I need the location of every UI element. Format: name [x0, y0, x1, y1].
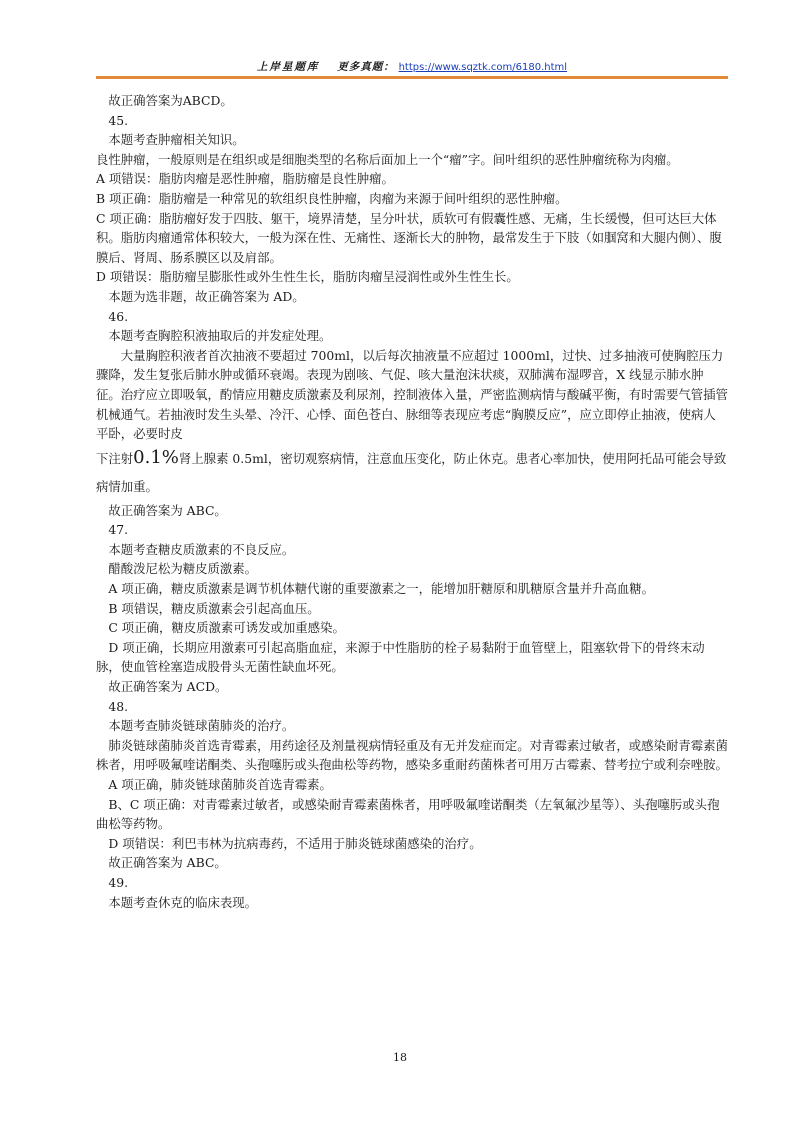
paragraph: B 项正确：脂肪瘤是一种常见的软组织良性肿瘤，肉瘤为来源于间叶组织的恶性肿瘤。: [96, 190, 568, 206]
source-link[interactable]: https://www.sqztk.com/6180.html: [398, 62, 568, 73]
paragraph: 故正确答案为 ABC。: [108, 502, 227, 518]
paragraph: A 项错误：脂肪肉瘤是恶性肿瘤，脂肪瘤是良性肿瘤。: [96, 171, 394, 187]
page-header: [96, 58, 728, 76]
text-run: 下注射: [96, 450, 134, 466]
question-number: 48.: [108, 698, 129, 714]
paragraph: 良性肿瘤，一般原则是在组织或是细胞类型的名称后面加上一个“瘤”字。间叶组织的恶性肿瘤统称为肉瘤。: [96, 151, 679, 167]
paragraph: B、C 项正确：对青霉素过敏者，或感染耐青霉素菌株者，用呼吸氟喹诺酮类（左氧氟沙星等）、头孢噻肟或头孢曲松等药物。: [96, 796, 720, 832]
paragraph: A 项正确，肺炎链球菌肺炎首选青霉素。: [108, 777, 332, 792]
paragraph: 本题考查胸腔积液抽取后的并发症处理。: [108, 328, 332, 344]
paragraph: 肺炎链球菌肺炎首选青霉素，用药途径及剂量视病情轻重及有无并发症而定。对青霉素过敏者，或感染耐青霉素菌株者，用呼吸氟喹诺酮类、头孢噻肟或头孢曲松等药物，感染多重耐药菌株者可用万古霉素、替考拉宁或利奈唑胺。: [96, 737, 728, 773]
paragraph: 醋酸泼尼松为糖皮质激素。: [108, 561, 258, 577]
page-number: 18: [393, 1051, 407, 1064]
paragraph: 本题为选非题，故正确答案为 AD。: [108, 288, 305, 304]
paragraph: D 项错误：利巴韦林为抗病毒药，不适用于肺炎链球菌感染的治疗。: [108, 835, 482, 851]
paragraph: D 项错误：脂肪瘤呈膨胀性或外生性生长，脂肪肉瘤呈浸润性或外生性生长。: [96, 269, 519, 285]
paragraph: C 项正确：脂肪瘤好发于四肢、躯干，境界清楚，呈分叶状，质软可有假囊性感、无痛，生长缓慢，但可达巨大体积。脂肪肉瘤通常体积较大，一般为深在性、无痛性、逐渐长大的肿物，最常发生于下肢（如腘窝和大腿内侧）、腹膜后、肾周、肠系膜区以及肩部。: [96, 210, 722, 265]
paragraph: 故正确答案为 ACD。: [108, 679, 228, 695]
page-content: [96, 91, 728, 912]
paragraph: 本题考查肿瘤相关知识。: [108, 132, 245, 148]
paragraph: A 项正确，糖皮质激素是调节机体糖代谢的重要激素之一，能增加肝糖原和肌糖原含量并升高血糖。: [108, 581, 655, 597]
paragraph: 本题考查肺炎链球菌肺炎的治疗。: [108, 718, 295, 734]
paragraph-with-dose: [96, 444, 728, 501]
paragraph: B 项错误，糖皮质激素会引起高血压。: [108, 600, 320, 616]
more-questions-label: 更多真题：: [337, 61, 395, 73]
site-name: 上岸星题库: [256, 61, 320, 73]
question-number: 46.: [108, 308, 129, 324]
question-number: 45.: [108, 112, 129, 128]
header-divider: [96, 76, 728, 79]
text-run: 肾上腺素 0.5ml，密切观察病情，注意血压变化，防止休克。患者心率加快，使用阿托品可能会导致病情加重。: [96, 450, 727, 494]
question-number: 49.: [108, 874, 129, 890]
paragraph: D 项正确，长期应用激素可引起高脂血症，来源于中性脂肪的栓子易黏附于血管壁上，阻塞软骨下的骨终末动脉，使血管栓塞造成股骨头无菌性缺血坏死。: [96, 639, 705, 675]
paragraph: 本题考查休克的临床表现。: [108, 894, 258, 910]
paragraph: C 项正确，糖皮质激素可诱发或加重感染。: [108, 620, 345, 636]
paragraph: 大量胸腔积液者首次抽液不要超过 700ml，以后每次抽液量不应超过 1000ml，过快、过多抽液可使胸腔压力骤降，发生复张后肺水肿或循环衰竭。表现为剧咳、气促、咳大量泡沫状痰，双肺满布湿啰音，X 线显示肺水肿征。治疗应立即吸氧，酌情应用糖皮质激素及利尿剂，控制液体入量，严密监测病情与酸碱平衡，有时需要气管插管机械通气。若抽液时发生头晕、冷汗、心悸、面色苍白、脉细等表现应考虑“胸膜反应”，应立即停止抽液，使病人平卧，必要时皮: [96, 347, 728, 442]
question-number: 47.: [108, 522, 129, 538]
paragraph: 故正确答案为 ABC。: [108, 855, 227, 871]
paragraph: 故正确答案为ABCD。: [108, 93, 233, 108]
dose-percentage: 0.1%: [133, 446, 179, 468]
paragraph: 本题考查糖皮质激素的不良反应。: [108, 541, 295, 557]
